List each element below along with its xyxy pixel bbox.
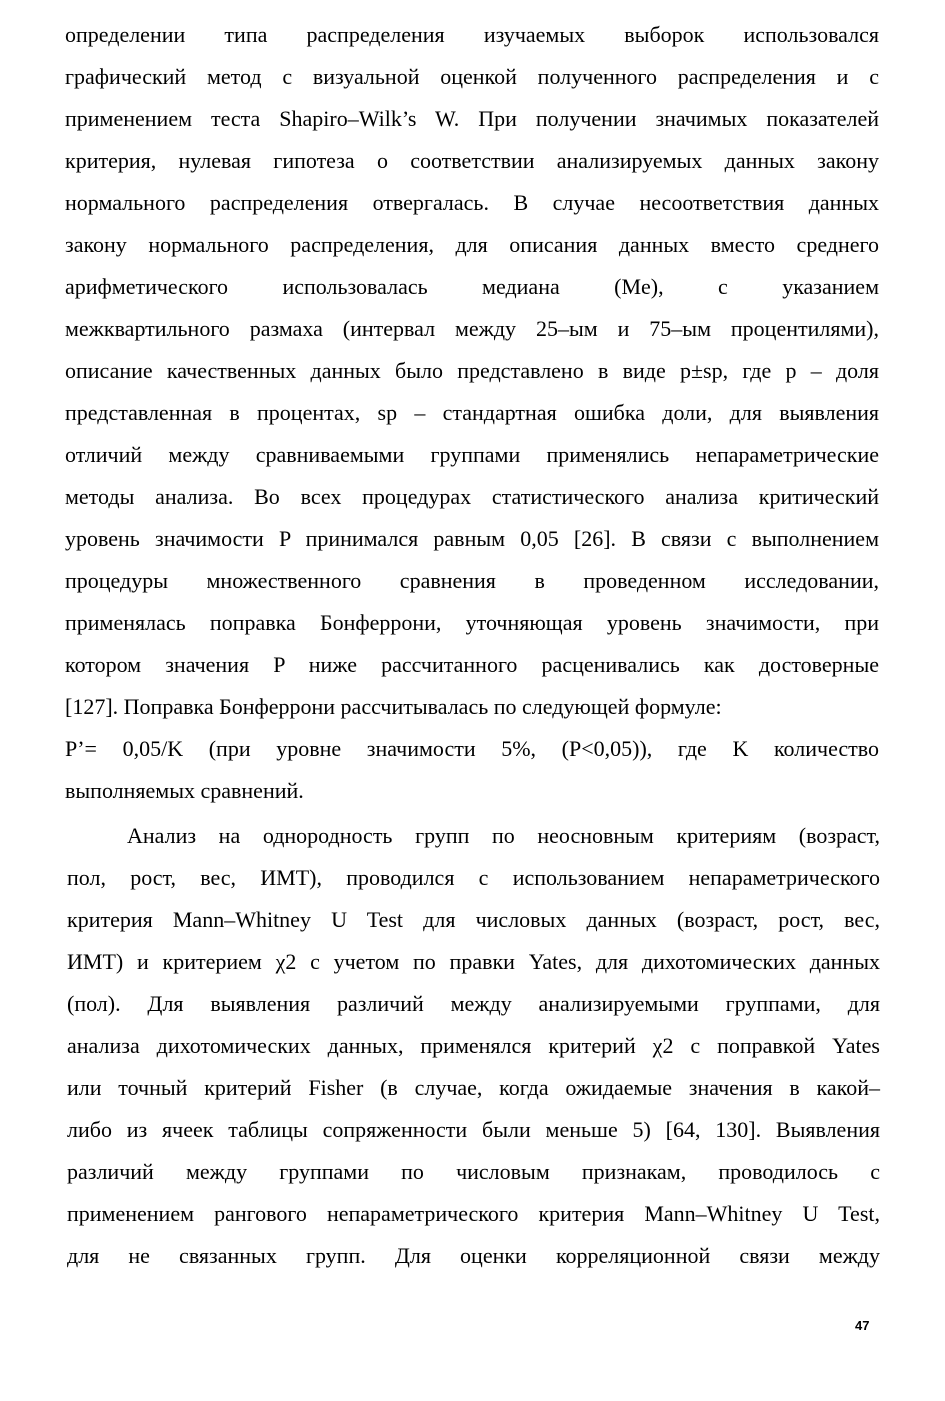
text-line: критерия, нулевая гипотеза о соответствии анализируемых данных закону: [65, 148, 879, 173]
text-line: графический метод с визуальной оценкой полученного распределения и с: [65, 64, 879, 89]
text-line: анализа дихотомических данных, применялся критерий χ2 с поправкой Yates: [67, 1033, 880, 1058]
paragraph-first-line: Анализ на однородность групп по неосновным критериям (возраст,: [127, 823, 880, 848]
text-line: применялась поправка Бонферрони, уточняющая уровень значимости, при: [65, 610, 879, 635]
text-line: пол, рост, вес, ИМТ), проводился с использованием непараметрического: [67, 865, 880, 890]
formula-line: P’= 0,05/K (при уровне значимости 5%, (P<0,05)), где K количество: [65, 736, 879, 761]
text-line: методы анализа. Во всех процедурах статистического анализа критический: [65, 484, 879, 509]
text-line: представленная в процентах, sp – стандартная ошибка доли, для выявления: [65, 400, 879, 425]
text-line: ИМТ) и критерием χ2 с учетом по правки Yates, для дихотомических данных: [67, 949, 880, 974]
text-line: определении типа распределения изучаемых выборок использовался: [65, 22, 879, 47]
text-line: различий между группами по числовым признакам, проводилось с: [67, 1159, 880, 1184]
page-number: 47: [855, 1318, 870, 1333]
text-line: применением рангового непараметрического критерия Mann–Whitney U Test,: [67, 1201, 880, 1226]
text-line: описание качественных данных было представлено в виде p±sp, где p – доля: [65, 358, 879, 383]
text-line: уровень значимости P принимался равным 0,05 [26]. В связи с выполнением: [65, 526, 879, 551]
text-line: применением теста Shapiro–Wilk’s W. При получении значимых показателей: [65, 106, 879, 131]
text-line: для не связанных групп. Для оценки корреляционной связи между: [67, 1243, 880, 1268]
text-line: котором значения P ниже рассчитанного расценивались как достоверные: [65, 652, 879, 677]
text-line: закону нормального распределения, для описания данных вместо среднего: [65, 232, 879, 257]
text-line: (пол). Для выявления различий между анализируемыми группами, для: [67, 991, 880, 1016]
text-line: критерия Mann–Whitney U Test для числовых данных (возраст, рост, вес,: [67, 907, 880, 932]
text-line: [127]. Поправка Бонферрони рассчитывалась по следующей формуле:: [65, 694, 722, 719]
text-line: отличий между сравниваемыми группами применялись непараметрические: [65, 442, 879, 467]
text-line: или точный критерий Fisher (в случае, когда ожидаемые значения в какой–: [67, 1075, 880, 1100]
text-line: арифметического использовалась медиана (Me), с указанием: [65, 274, 879, 299]
text-line: выполняемых сравнений.: [65, 778, 304, 803]
text-line: межквартильного размаха (интервал между 25–ым и 75–ым процентилями),: [65, 316, 879, 341]
text-line: либо из ячеек таблицы сопряженности были меньше 5) [64, 130]. Выявления: [67, 1117, 880, 1142]
text-line: нормального распределения отвергалась. В случае несоответствия данных: [65, 190, 879, 215]
text-line: процедуры множественного сравнения в проведенном исследовании,: [65, 568, 879, 593]
